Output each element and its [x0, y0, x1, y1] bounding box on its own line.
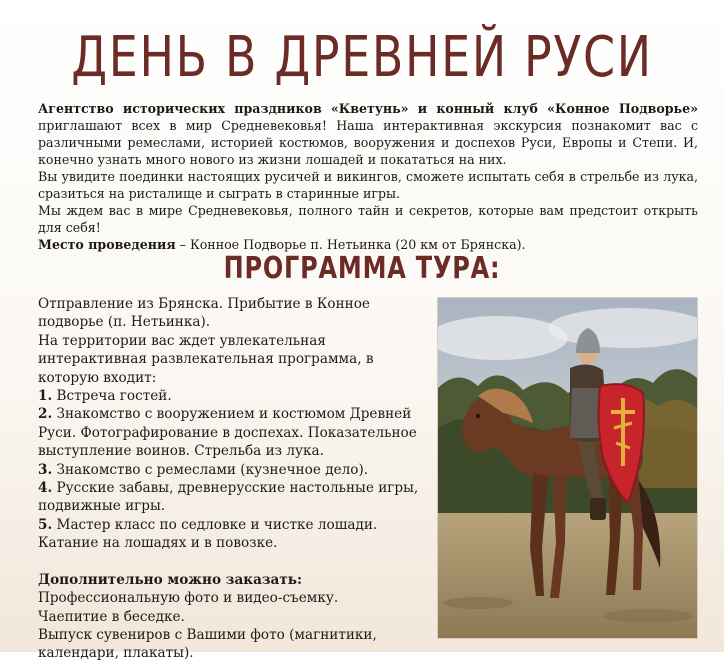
program-item-text: Знакомство с ремеслами (кузнечное дело). — [52, 461, 369, 478]
program-item — [38, 461, 432, 479]
program-paragraph-2: На территории вас ждет увлекательная интерактивная развлекательная программа, в которую входит: — [38, 332, 374, 386]
program-title: ПРОГРАММА ТУРА: — [223, 251, 501, 286]
program-item — [38, 405, 432, 460]
horse-eye — [476, 414, 480, 418]
grass-tuft — [603, 609, 693, 623]
page-title: ДЕНЬ В ДРЕВНЕЙ РУСИ — [71, 25, 653, 90]
extras-item: Выпуск сувениров с Вашими фото (магнитики, календари, плакаты). — [38, 626, 377, 662]
intro-lead-bold: Агентство исторических праздников «Кветунь» и конный клуб «Конное Подворье» — [38, 101, 698, 116]
extras-title: Дополнительно можно заказать: — [38, 571, 303, 588]
warrior-horse-photo — [437, 297, 698, 639]
program-item — [38, 479, 432, 516]
program-item-text: Мастер класс по седловке и чистке лошади. Катание на лошадях и в повозке. — [38, 516, 378, 552]
extras-item: Профессиональную фото и видео-съемку. — [38, 590, 339, 607]
spacer — [38, 553, 432, 571]
program-item-number: 4. — [38, 480, 53, 497]
intro-paragraph-1 — [38, 100, 698, 168]
program-item-number: 5. — [38, 516, 53, 533]
program-item-number: 1. — [38, 388, 53, 405]
extras-item: Чаепитие в беседке. — [38, 608, 185, 625]
intro-text — [38, 100, 698, 253]
program-text — [38, 295, 432, 663]
program-item — [38, 516, 432, 553]
program-paragraph-1: Отправление из Брянска. Прибытие в Конное подворье (п. Нетьинка). — [38, 296, 370, 331]
venue-label: Место проведения — [38, 237, 176, 252]
venue-text: – Конное Подворье п. Нетьинка (20 км от Брянска). — [175, 237, 526, 252]
program-item-text: Русские забавы, древнерусские настольные игры, подвижные игры. — [38, 480, 419, 515]
program-item-text: Встреча гостей. — [52, 388, 172, 405]
warrior-horse-illustration — [438, 298, 697, 638]
intro-paragraph-3: Мы ждем вас в мире Средневековья, полного тайн и секретов, которые вам предстоит открыть для себя! — [38, 203, 698, 235]
intro-paragraph-2: Вы увидите поединки настоящих русичей и викингов, сможете испытать себя в стрельбе из лука, сразиться на ристалище и сыграть в старинные игры. — [38, 169, 698, 201]
program-item-text: Знакомство с вооружением и костюмом Древней Руси. Фотографирование в доспехах. Показательное выступление воинов. Стрельба из лука. — [38, 406, 417, 460]
rider-boot — [590, 498, 606, 520]
program-item-number: 2. — [38, 406, 53, 423]
intro-lead-rest: приглашают всех в мир Средневековья! Наша интерактивная экскурсия познакомит вас с различными ремеслами, историей костюмов, вооружения и доспехов Руси, Европы и Степи. И, конечно узнать много нового из жизни лошадей и покататься на них. — [38, 118, 698, 167]
program-item — [38, 387, 432, 405]
grass-tuft — [443, 597, 513, 609]
program-item-number: 3. — [38, 461, 53, 478]
